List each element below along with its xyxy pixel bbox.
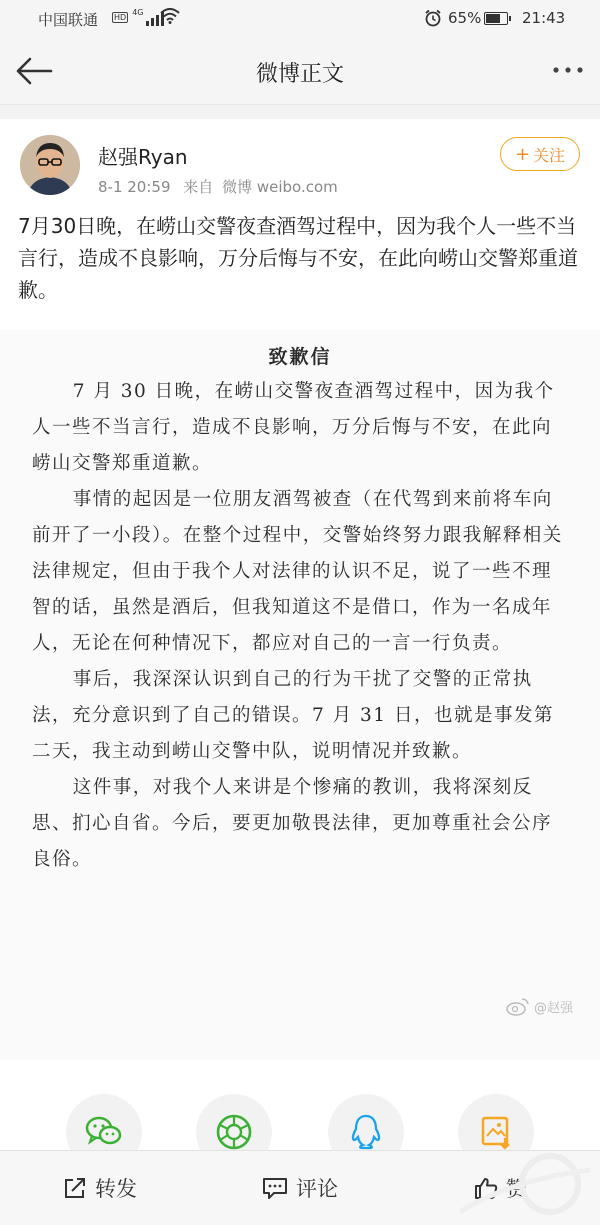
weibo-logo-icon	[506, 996, 530, 1016]
post-source[interactable]: 微博 weibo.com	[222, 178, 338, 196]
like-button[interactable]	[400, 1151, 600, 1225]
status-bar	[0, 0, 600, 38]
nav-bar	[0, 38, 600, 105]
repost-icon	[63, 1176, 87, 1200]
post-source-prefix: 来自	[183, 178, 214, 196]
network-type: 4G	[132, 8, 144, 17]
battery-icon	[484, 12, 508, 25]
section-gap	[0, 105, 600, 119]
post-date: 8-1 20:59	[98, 178, 171, 196]
letter-paragraph: 7 月 30 日晚，在崂山交警夜查酒驾过程中，因为我个人一些不当言行，造成不良影响，万分后悔与不安，在此向崂山交警郑重道歉。	[32, 381, 555, 474]
moments-icon	[215, 1113, 253, 1151]
save-image-icon	[479, 1114, 513, 1150]
signal-icon	[112, 8, 164, 26]
post-header	[0, 119, 600, 211]
qq-icon	[350, 1113, 382, 1151]
more-icon[interactable]	[550, 60, 586, 80]
carrier-name: 中国联通	[38, 11, 99, 29]
letter-paragraph: 事后，我深深认识到自己的行为干扰了交警的正常执法，充分意识到了自己的错误。7 月 31 日，也就是事发第二天，我主动到崂山交警中队，说明情况并致歉。	[32, 669, 554, 762]
repost-button[interactable]	[0, 1151, 200, 1225]
wifi-icon	[160, 8, 180, 24]
letter-body	[32, 374, 568, 878]
page-title: 微博正文	[255, 62, 344, 87]
comment-label: 评论	[296, 1177, 338, 1201]
alarm-icon	[424, 9, 442, 27]
avatar-image	[20, 135, 80, 195]
letter-paragraph: 事情的起因是一位朋友酒驾被查（在代驾到来前将车向前开了一小段）。在整个过程中，交警始终努力跟我解释相关法律规定，但由于我个人对法律的认识不足，说了一些不理智的话，虽然是酒后，但我知道这不是借口，作为一名成年人，无论在何种情况下，都应对自己的一言一行负责。	[32, 489, 563, 654]
watermark-text: @赵强	[534, 1000, 574, 1016]
follow-button[interactable]	[500, 137, 580, 171]
letter-title: 致歉信	[268, 346, 332, 368]
post-text: 7月30日晚，在崂山交警夜查酒驾过程中，因为我个人一些不当言行，造成不良影响，万分后悔与不安，在此向崂山交警郑重道歉。	[18, 214, 578, 302]
thumbs-up-icon	[474, 1176, 498, 1200]
letter-paragraph: 这件事，对我个人来讲是个惨痛的教训，我将深刻反思、扪心自省。今后，要更加敬畏法律，更加尊重社会公序良俗。	[32, 777, 553, 870]
post-meta	[98, 176, 338, 197]
comment-icon	[262, 1176, 288, 1200]
weibo-watermark	[506, 994, 573, 1018]
repost-label: 转发	[95, 1177, 137, 1201]
comment-button[interactable]	[200, 1151, 400, 1225]
apology-letter-image[interactable]	[0, 330, 600, 1060]
share-row	[0, 1080, 600, 1160]
follow-label: 关注	[533, 145, 566, 165]
plus-icon: +	[514, 143, 531, 165]
username[interactable]: 赵强Ryan	[98, 145, 188, 169]
battery-percent: 65%	[448, 9, 482, 27]
bottom-action-bar	[0, 1150, 600, 1225]
battery-level	[486, 14, 500, 23]
hd-badge: HD	[114, 12, 127, 22]
wechat-icon	[84, 1114, 124, 1150]
like-label: 赞	[505, 1177, 527, 1201]
avatar[interactable]	[20, 135, 80, 195]
clock: 21:43	[522, 9, 566, 27]
